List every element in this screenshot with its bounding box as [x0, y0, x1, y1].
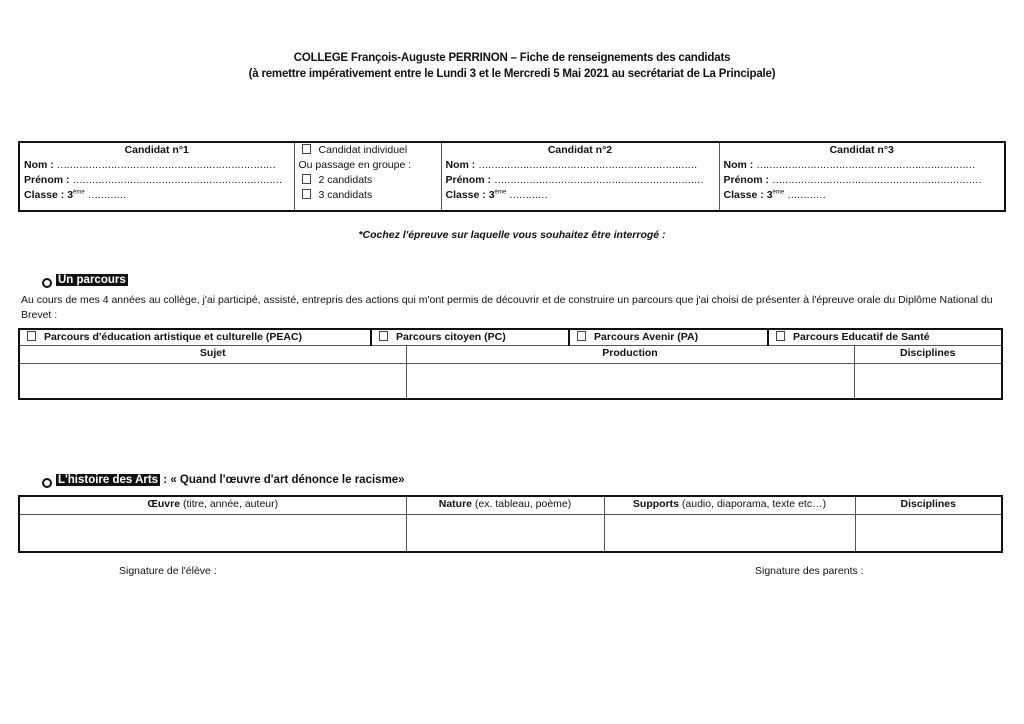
col-rest: (ex. tableau, poème) — [472, 498, 572, 510]
candidate-2-nom-field[interactable]: …………………………………………………………… — [478, 159, 697, 171]
option-label: Parcours Avenir (PA) — [594, 331, 699, 343]
disciplines-field[interactable] — [855, 515, 1002, 553]
production-field[interactable] — [406, 364, 854, 400]
section-parcours-heading — [42, 274, 128, 286]
col-production: Production — [406, 346, 854, 364]
supports-field[interactable] — [604, 515, 855, 553]
candidate-1-prenom-field[interactable]: ………………………………………………………… — [72, 174, 282, 186]
group-label: Ou passage en groupe : — [298, 159, 412, 171]
col-bold: Supports — [632, 498, 679, 510]
pa-checkbox[interactable] — [577, 331, 586, 341]
col-supports — [604, 496, 855, 515]
candidate-3-nom-field[interactable]: …………………………………………………………… — [756, 159, 975, 171]
candidate-2-prenom-field[interactable]: ………………………………………………………… — [493, 174, 703, 186]
classe-sup: ème — [73, 189, 85, 196]
oeuvre-field[interactable] — [19, 515, 406, 553]
candidate-2-cell — [441, 142, 719, 211]
nature-field[interactable] — [406, 515, 604, 553]
col-rest: (audio, diaporama, texte etc…) — [679, 498, 827, 510]
disciplines-field[interactable] — [854, 364, 1002, 400]
parcours-heading: Un parcours — [58, 274, 126, 286]
peac-checkbox[interactable] — [27, 331, 36, 341]
option-label: Parcours citoyen (PC) — [396, 331, 506, 343]
parcours-table — [18, 328, 1003, 400]
classe-sup: ème — [772, 189, 785, 196]
three-candidates-label: 3 candidats — [318, 189, 373, 201]
candidate-2-classe-field[interactable]: ………… — [509, 189, 548, 201]
student-signature-label: Signature de l'élève : — [119, 565, 217, 577]
candidate-1-nom-field[interactable]: …………………………………………………………… — [56, 159, 276, 171]
candidate-1-cell — [19, 142, 294, 211]
option-label: Parcours Educatif de Santé — [793, 331, 930, 343]
histoire-table — [18, 495, 1003, 553]
two-candidates-label: 2 candidats — [318, 174, 373, 186]
individual-label: Candidat individuel — [318, 144, 408, 156]
option-pa[interactable] — [569, 329, 768, 346]
sante-checkbox[interactable] — [776, 331, 785, 341]
two-candidates-checkbox[interactable] — [302, 174, 311, 184]
prenom-label: Prénom : — [723, 174, 770, 186]
classe-sup: ème — [494, 189, 507, 196]
parents-signature-label: Signature des parents : — [755, 565, 864, 577]
col-bold: Disciplines — [900, 498, 956, 510]
candidate-1-classe-field[interactable]: ………… — [87, 189, 126, 201]
option-sante[interactable] — [768, 329, 1002, 346]
page-subtitle: (à remettre impérativement entre le Lundi 3 et le Mercredi 5 Mai 2021 au secrétariat de La Principale) — [248, 68, 776, 80]
col-nature — [406, 496, 604, 515]
col-bold: Nature — [438, 498, 473, 510]
option-label: Parcours d'éducation artistique et culturelle (PEAC) — [44, 331, 303, 343]
histoire-heading: L'histoire des Arts — [58, 474, 159, 486]
sujet-field[interactable] — [19, 364, 406, 400]
bullet-icon — [42, 478, 52, 488]
candidate-1-title: Candidat n°1 — [124, 144, 189, 156]
mode-cell — [294, 142, 441, 211]
col-disciplines — [855, 496, 1002, 515]
classe-label: Classe : 3 — [723, 189, 773, 201]
page-title: COLLEGE François-Auguste PERRINON – Fiche de renseignements des candidats — [293, 52, 731, 64]
candidate-3-cell — [719, 142, 1005, 211]
col-sujet: Sujet — [19, 346, 406, 364]
prenom-label: Prénom : — [445, 174, 492, 186]
histoire-theme: : « Quand l'œuvre d'art dénonce le racisme» — [160, 474, 405, 486]
three-candidates-checkbox[interactable] — [302, 189, 311, 199]
candidate-3-prenom-field[interactable]: ………………………………………………………… — [771, 174, 981, 186]
prenom-label: Prénom : — [24, 174, 70, 186]
bullet-icon — [42, 278, 52, 288]
candidate-2-title: Candidat n°2 — [547, 144, 613, 156]
instruction-note: *Cochez l'épreuve sur laquelle vous souhaitez être interrogé : — [358, 229, 666, 241]
section-histoire-heading — [42, 474, 405, 486]
classe-label: Classe : 3 — [445, 189, 495, 201]
nom-label: Nom : — [445, 159, 476, 171]
col-rest: (titre, année, auteur) — [180, 498, 279, 510]
nom-label: Nom : — [24, 159, 54, 171]
individual-checkbox[interactable] — [302, 144, 311, 154]
col-oeuvre — [19, 496, 406, 515]
option-pc[interactable] — [371, 329, 569, 346]
classe-label: Classe : 3 — [24, 189, 74, 201]
nom-label: Nom : — [723, 159, 754, 171]
pc-checkbox[interactable] — [379, 331, 388, 341]
col-disciplines: Disciplines — [854, 346, 1002, 364]
option-peac[interactable] — [19, 329, 371, 346]
candidates-table — [18, 141, 1006, 212]
parcours-paragraph: Au cours de mes 4 années au collège, j'ai participé, assisté, entrepris des actions qui m'ont permis de découvrir et de construire un parcours que j'ai choisi de présenter à l'épreuve orale du Diplôme National du Brevet : — [21, 294, 993, 321]
candidate-3-classe-field[interactable]: ………… — [787, 189, 826, 201]
col-bold: Œuvre — [147, 498, 181, 510]
candidate-3-title: Candidat n°3 — [829, 144, 894, 156]
